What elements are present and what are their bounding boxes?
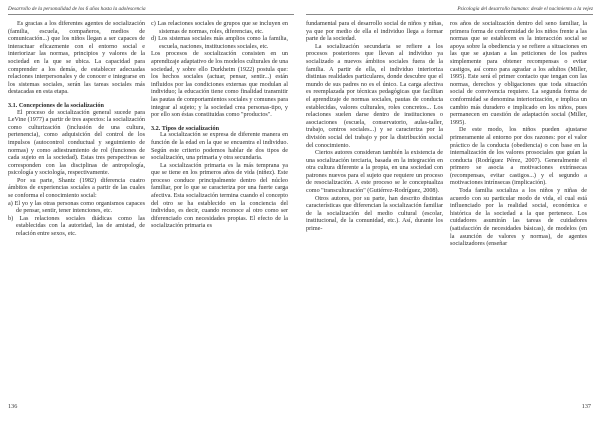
paragraph: Toda familia socializa a los niños y niñas de acuerdo con su particular modo de vida, el cual está influenciado por la realidad social, económica e histórica de la sociedad a la que pertenece. Los cuidadores asumirán las tareas de cuidadores (satisfacción de necesidades básicas), de modelos (en la asunción de valores y normas), de agentes socializadores (enseñar <box>450 188 587 248</box>
list-item: d) Los sistemas sociales más amplios como la familia, escuela, naciones, instituciones sociales, etc. <box>151 36 288 50</box>
page-number: 136 <box>8 403 18 410</box>
paragraph: De este modo, los niños pueden ajustarse primeramente al entorno por dos razones: por el valor práctico de la conducta (obediencia) o con base en la internalización de los valores prosociales que guían la conducta (Rodríguez Pérez, 2007). Generalmente el primero se asocia a motivaciones extrínsecas (recompensas, evitar castigos...) y el segundo a motivaciones intrínsecas (implicación). <box>450 127 587 187</box>
paragraph: Ciertos autores consideran también la existencia de una socialización terciaria, basada en la integración en otra cultura diferente a la propia, en una sociedad con patrones nuevos para el sujeto que requiere un proceso de resocialización. A este proceso se le conceptualiza como "transculturación" (Gutiérrez-Rodríguez, 2008). <box>306 150 443 195</box>
section-heading: 3.1. Concepciones de la socialización <box>8 101 104 109</box>
page-number: 137 <box>581 403 591 410</box>
paragraph: El proceso de socialización general sucede para LeVine (1977) a partir de tres aspectos: la socialización como culturización (inclusión de una cultura, pertenencia), como adquisición del control de los impulsos (autocontrol conductual y seguimiento de normas) y como adiestramiento de rol (funciones de cada sujeto en la sociedad). Estas tres perspectivas se corresponden con las disciplinas de antropología, psicología y sociología, respectivamente. <box>8 109 145 177</box>
list <box>8 201 145 239</box>
section-heading: 3.2. Tipos de socialización <box>151 124 220 132</box>
list-item: c) Las relaciones sociales de grupos que se incluyen en sistemas de normas, roles, diferencias, etc. <box>151 21 288 35</box>
right-column-1 <box>306 21 443 234</box>
header-rule <box>8 14 294 15</box>
left-column-1 <box>8 21 145 239</box>
running-header: Psicología del desarrollo humano: desde el nacimiento a la vejez <box>457 6 593 12</box>
list-item: a) El yo y las otras personas como organismos capaces de pensar, sentir, tener intenciones, etc. <box>8 200 145 215</box>
paragraph: La socialización primaria es la más temprana ya que se tiene en los primeros años de vida (niñez). Este proceso conduce principalmente dentro del núcleo familiar, por lo que se caracteriza por una fuerte carga afectiva. Esta socialización termina cuando el concepto del otro se ha establecido en la conciencia del individuo, es decir, cuando reconoce al otro como ser diferenciado con necesidades propias. El efecto de la socialización primaria es <box>151 162 288 230</box>
paragraph: La socialización se expresa de diferente manera en función de la edad en la que se encuentra el individuo. Según este criterio podemos hablar de dos tipos de socialización, una primaria y otra secundaria. <box>151 132 288 162</box>
right-page <box>300 0 600 423</box>
paragraph: Otros autores, por su parte, han descrito distintas características que diferencian la socialización familiar de la socialización del medio cultural (escolar, institucional, de la comunidad, etc.). Así, durante los prime- <box>306 195 443 233</box>
running-header: Desarrollo de la personalidad de los 6 años hasta la adolescencia <box>8 6 146 12</box>
paragraph: fundamental para el desarrollo social de niños y niñas, ya que por medio de ella el individuo llega a formar parte de la sociedad. <box>306 21 443 43</box>
left-column-2 <box>151 21 288 231</box>
right-column-2 <box>450 21 587 249</box>
paragraph: Es gracias a los diferentes agentes de socialización (familia, escuela, compañeros, medios de comunicación...) que los niños llegan a ser capaces de interactuar eficazmente con el entorno social e interiorizar las normas, principios y valores de la sociedad en la que se ubica. La capacidad para comprender a los demás, de establecer adecuadas relaciones interpersonales y de conocer e integrarse en los sistemas sociales, serán las tareas sociales más destacadas en esta etapa. <box>8 21 145 96</box>
paragraph: Por su parte, Shantz (1982) diferencia cuatro ámbitos de experiencias sociales a partir de las cuales se conforma el conocimiento social: <box>8 177 145 200</box>
list <box>151 21 288 51</box>
paragraph: Los procesos de socialización consisten en un aprendizaje adaptativo de los modelos culturales de una sociedad, y sobre ello Durkheim (1922) postula que: los hechos sociales (actuar, pensar, sentir...) están influidos por las condiciones externas que modulan al individuo; la educación tiene como finalidad transmitir las pautas de comportamientos sociales y comunes para integrar al sujeto; y la sociedad crea personas-tipo, y por ello son éstas constituidas como "productos". <box>151 51 288 119</box>
header-rule <box>306 14 593 15</box>
paragraph: ros años de socialización dentro del seno familiar, la primera forma de conformidad de los niños frente a las normas que se establecen es la interacción social se apoya sobre la obediencia y se refiere a situaciones en las que se ajustan a las peticiones de los padres simplemente para obtener recompensas o evitar castigos, así como para agradar a los adultos (Miller, 1995). Este será el primer contacto que tengan con las normas, derechos y obligaciones que toda situación social de convivencia requiere. La segunda forma de conformidad se denomina interiorización, e implica un cambio más duradero e implicado en los niños, pues permanecen en cuestión de adaptación social (Miller, 1995). <box>450 21 587 126</box>
paragraph: La socialización secundaria se refiere a los procesos posteriores que llevan al individuo ya socializado a nuevos ámbitos sociales fuera de la familia. A partir de ella, el individuo interioriza distintas realidades particulares, donde descubre que el mundo de sus padres no es el único. La carga afectiva es reemplazada por técnicas pedagógicas que facilitan el aprendizaje de normas sociales, pautas de conducta establecidas, valores culturales, roles concretos... Los relaciones suelen darse dentro de instituciones o asociaciones (escuela, conservatorio, aulas-taller, trabajo, centros sociales...) y se caracteriza por la división social del trabajo y por la distribución social del conocimiento. <box>306 43 443 149</box>
list-item: b) Las relaciones sociales diádicas como las establecidas con la autoridad, las de amistad, de relación entre sexos, etc. <box>8 215 145 238</box>
